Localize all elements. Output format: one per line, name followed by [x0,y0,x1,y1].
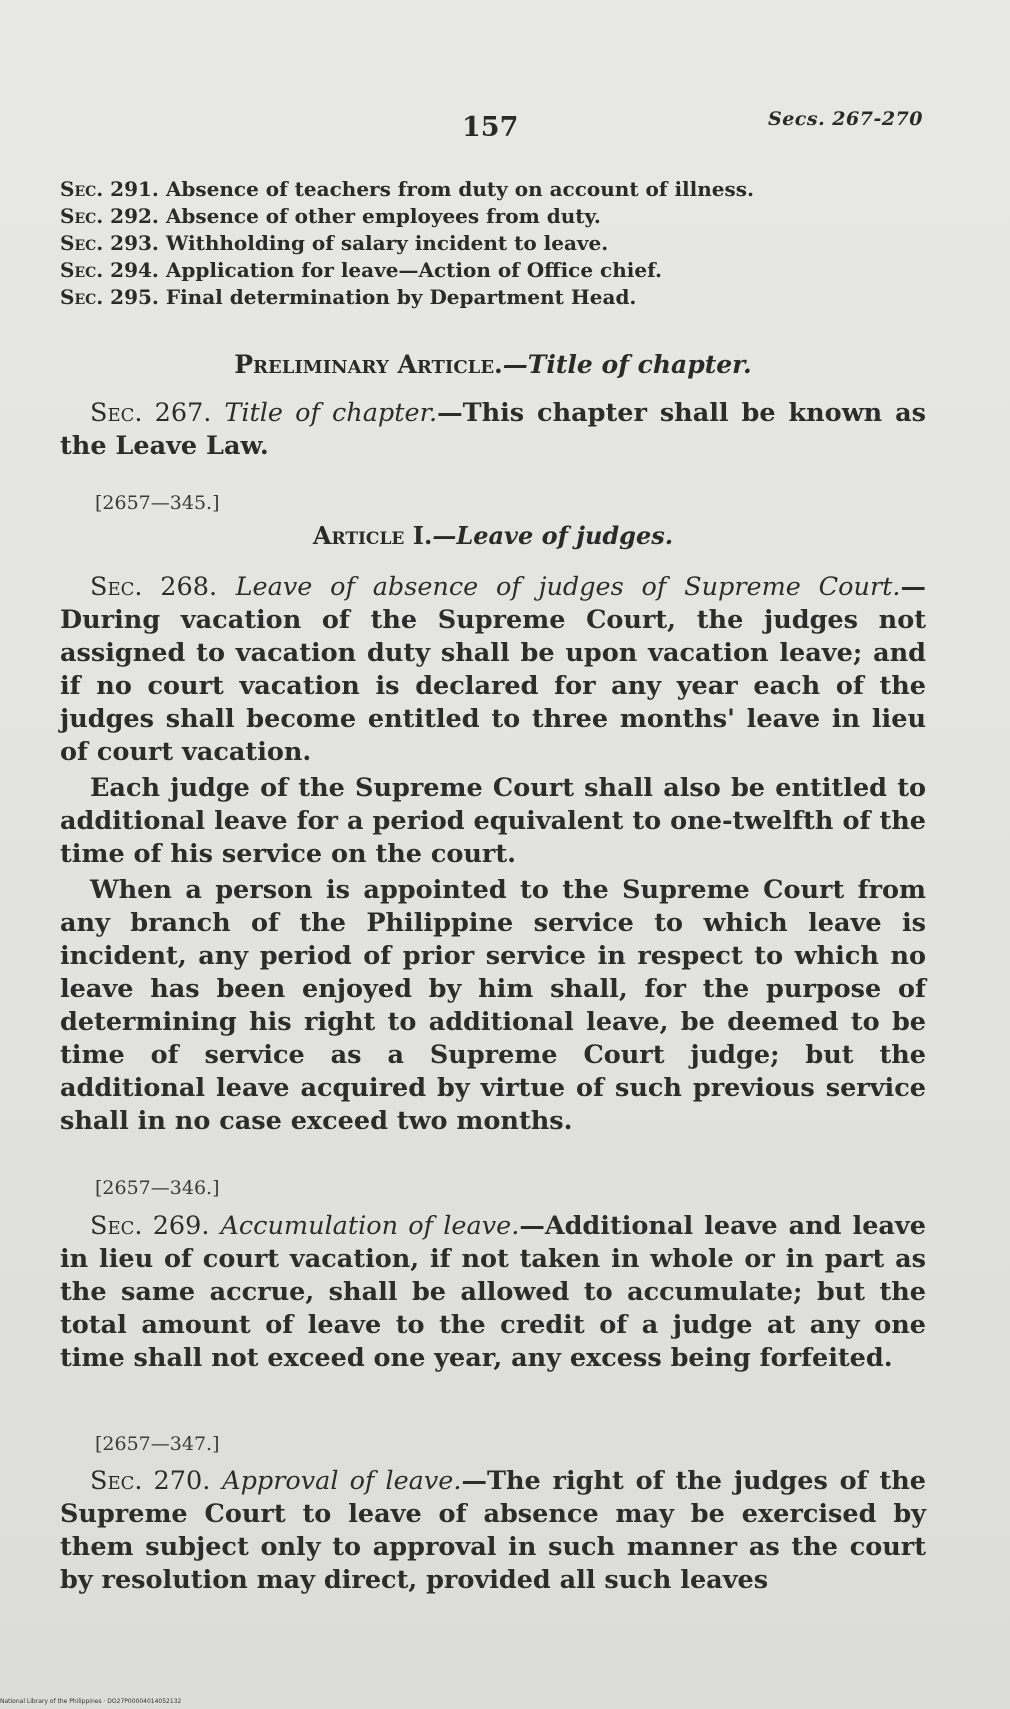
section-title: Leave of absence of judges of Supreme Court. [235,572,901,602]
section-label: Sec. 267. [90,398,212,428]
section-number: Sec. 295. [60,285,159,309]
section-number: Sec. 292. [60,204,159,228]
section-paragraph [60,1210,926,1375]
section-number: Sec. 291. [60,177,159,201]
section-title: Approval of leave. [222,1466,462,1496]
section-text: —During vacation of the Supreme Court, the judges not assigned to vacation duty shall be upon vacation leave; and if no court vacation is declared for any year each of the judges shall become entitled to three months' leave in lieu of court vacation. [60,572,926,767]
article-heading [60,521,926,550]
section-description: Absence of teachers from duty on account of illness. [165,177,754,201]
section-paragraph: Each judge of the Supreme Court shall also be entitled to additional leave for a period equivalent to one-twelfth of the time of his service on the court. [60,773,926,869]
heading-title: —Leave of judges. [432,521,674,550]
heading-title: —Title of chapter. [502,350,752,379]
section-number: Sec. 293. [60,231,159,255]
section-text: —This chapter shall be known as the Leave Law. [60,398,926,461]
section-list-item [60,176,880,203]
section-description: Application for leave—Action of Office chief. [165,258,662,282]
section-number: Sec. 294. [60,258,159,282]
page-number: 157 [462,112,519,143]
section-267 [60,397,926,463]
section-list-item [60,284,880,311]
section-270 [60,1465,926,1597]
section-268 [60,571,926,1138]
section-description: Withholding of salary incident to leave. [165,231,609,255]
section-paragraph: When a person is appointed to the Supreme Court from any branch of the Philippine service to which leave is incident, any period of prior service in respect to which no leave has been enjoyed by him shall, for the purpose of determining his right to additional leave, be deemed to be time of service as a Supreme Court judge; but the additional leave acquired by virtue of such previous service shall in no case exceed two months. [60,875,926,1136]
heading-label: Preliminary Article. [234,350,503,379]
section-list [60,176,880,311]
section-title: Accumulation of leave. [220,1211,520,1241]
section-text: —Additional leave and leave in lieu of court vacation, if not taken in whole or in part as the same accrue, shall be allowed to accumulate; but the total amount of leave to the credit of a judge at any one time shall not exceed one year, any excess being forfeited. [60,1211,926,1373]
heading-label: Article I. [312,521,433,550]
section-list-item [60,257,880,284]
section-269 [60,1210,926,1375]
citation: [2657—345.] [95,492,220,514]
section-label: Sec. 270. [90,1466,211,1496]
section-description: Absence of other employees from duty. [165,204,601,228]
section-paragraph [60,571,926,769]
section-text: —The right of the judges of the Supreme Court to leave of absence may be exercised by them subject only to approval in such manner as the court by resolution may direct, provided all such leaves [60,1466,926,1595]
citation: [2657—347.] [95,1433,220,1455]
section-title: Title of chapter. [224,398,438,428]
section-label: Sec. 268. [90,572,218,602]
footer-credit: National Library of the Philippines · DO27P00004014052132 [0,1698,182,1705]
section-list-item [60,203,880,230]
preliminary-article-heading [60,350,926,379]
section-label: Sec. 269. [90,1211,210,1241]
citation: [2657—346.] [95,1177,220,1199]
section-paragraph [60,397,926,463]
section-paragraph [60,1465,926,1597]
section-list-item [60,230,880,257]
running-head: Secs. 267-270 [768,108,924,130]
section-description: Final determination by Department Head. [165,285,637,309]
